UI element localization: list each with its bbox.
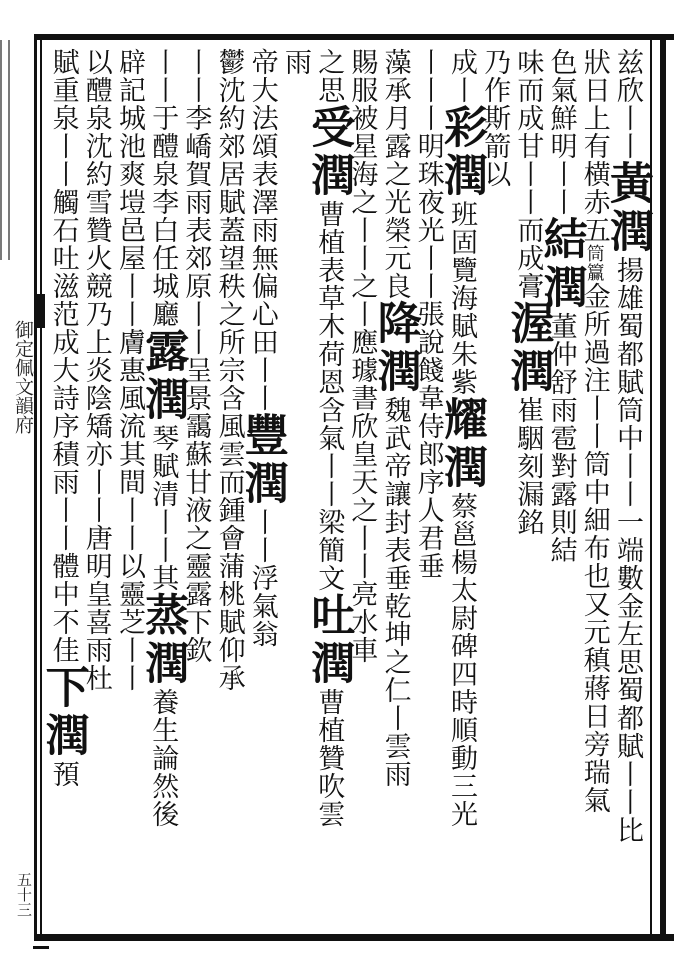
text-column — [409, 48, 447, 928]
headword: 降潤 — [369, 300, 421, 396]
frame-bottom-border — [34, 934, 674, 941]
text-run: 蔡邕楊太尉碑四時順動三光 — [446, 492, 477, 828]
text-run: 賦重泉丨丨觸石吐滋范成大詩序積雨丨丨體中不佳 — [47, 48, 79, 664]
text-column — [176, 48, 214, 928]
text-run: 狀日上有横赤五 — [578, 48, 610, 244]
headword: 耀潤 — [436, 396, 487, 492]
text-run: 色氣鮮明丨丨 — [545, 48, 577, 216]
text-column — [37, 48, 89, 928]
headword: 結潤 — [535, 216, 587, 312]
text-run: 兹欣丨丨 — [612, 48, 643, 160]
text-run: 養生論然後 — [147, 688, 179, 828]
text-column — [303, 48, 355, 928]
headword: 下潤 — [37, 664, 89, 760]
text-run: 丨丨浮氣翁 — [246, 508, 278, 648]
frame-right-border — [660, 34, 666, 941]
text-run: 董仲舒雨雹對露則結 — [545, 312, 577, 564]
headword: 彩潤 — [436, 104, 487, 200]
margin-rule — [40, 40, 42, 934]
text-column — [535, 48, 587, 928]
text-column — [575, 48, 613, 928]
text-column — [502, 48, 554, 928]
text-run: 鬱沈約郊居賦蓋望秩之所宗含風雲而 — [213, 48, 245, 496]
text-column — [210, 48, 248, 928]
text-column — [236, 48, 288, 928]
text-run: 之思 — [313, 48, 345, 104]
text-run: 藻承月露之光榮元良 — [379, 48, 411, 300]
text-column — [602, 48, 653, 928]
text-run: 丨丨李嶠賀雨表郊原丨丨呈景靄蘇 — [180, 48, 212, 468]
text-run: 乃作斯箭以 — [479, 48, 511, 188]
text-run: 成丨 — [446, 48, 477, 104]
text-run: 辟記城池爽塏邑屋丨丨膚惠風流其間丨丨以靈芝丨丨 — [114, 48, 145, 692]
text-run: 崔駰刻漏銘 — [512, 396, 544, 536]
adjacent-page-edge — [0, 40, 10, 260]
text-run: 丨丨丨明珠夜光丨丨張說餞韋侍郎序人君垂 — [412, 48, 444, 580]
text-run: 預 — [47, 760, 79, 788]
headword: 黃潤 — [602, 160, 653, 256]
headword: 露潤 — [137, 328, 189, 424]
corner-mark — [33, 936, 49, 949]
text-column — [77, 48, 115, 928]
text-run: 甘液之靈露下欽 — [180, 468, 212, 664]
text-run: 丨丨于醴泉李白任城廳 — [147, 48, 179, 328]
headword: 豐潤 — [236, 412, 288, 508]
text-run: 以醴泉沈約雪贊火競乃上炎陰矯亦丨丨唐明皇喜雨杜 — [80, 48, 112, 692]
text-column — [110, 48, 148, 928]
text-run: 班固覽海賦朱紫 — [446, 200, 477, 396]
text-run: 曹植表草木荷恩含氣丨丨梁簡文 — [313, 200, 345, 592]
text-run: 賜服被星海之丨丨之丨應璩書欣皇天之丨丨亮水車 — [346, 48, 378, 664]
text-run: 鍾會蒲桃賦仰承 — [213, 496, 245, 692]
text-run: 雨 — [280, 48, 311, 76]
text-run: 帝大法頌表澤雨無偏心田丨丨 — [246, 48, 278, 412]
text-run: 金所過注丨丨筒中細布也又元稹蔣日旁瑞氣 — [578, 282, 610, 814]
text-run: 揚雄蜀都賦筒中丨丨一端數金左思蜀都賦丨丨比 — [612, 256, 643, 844]
text-run: 魏武帝讓封表垂乾坤之仁丨雲雨 — [379, 396, 411, 788]
text-column — [137, 48, 189, 928]
headword: 蒸潤 — [137, 592, 189, 688]
page-number: 五十三 — [15, 872, 33, 917]
text-run: 曹植贊吹雲 — [313, 688, 345, 828]
frame-top-border — [34, 34, 674, 40]
text-column — [436, 48, 487, 928]
text-column — [369, 48, 421, 928]
headword: 受潤 — [303, 104, 355, 200]
headword: 渥潤 — [502, 300, 554, 396]
spine-title: 御定佩文韻府 — [12, 320, 34, 434]
text-run: 琴賦清丨丨其 — [147, 424, 179, 592]
text-run: 味而成甘丨丨而成膏 — [512, 48, 544, 300]
headword: 吐潤 — [303, 592, 355, 688]
text-run: 筒籯 — [583, 244, 605, 282]
